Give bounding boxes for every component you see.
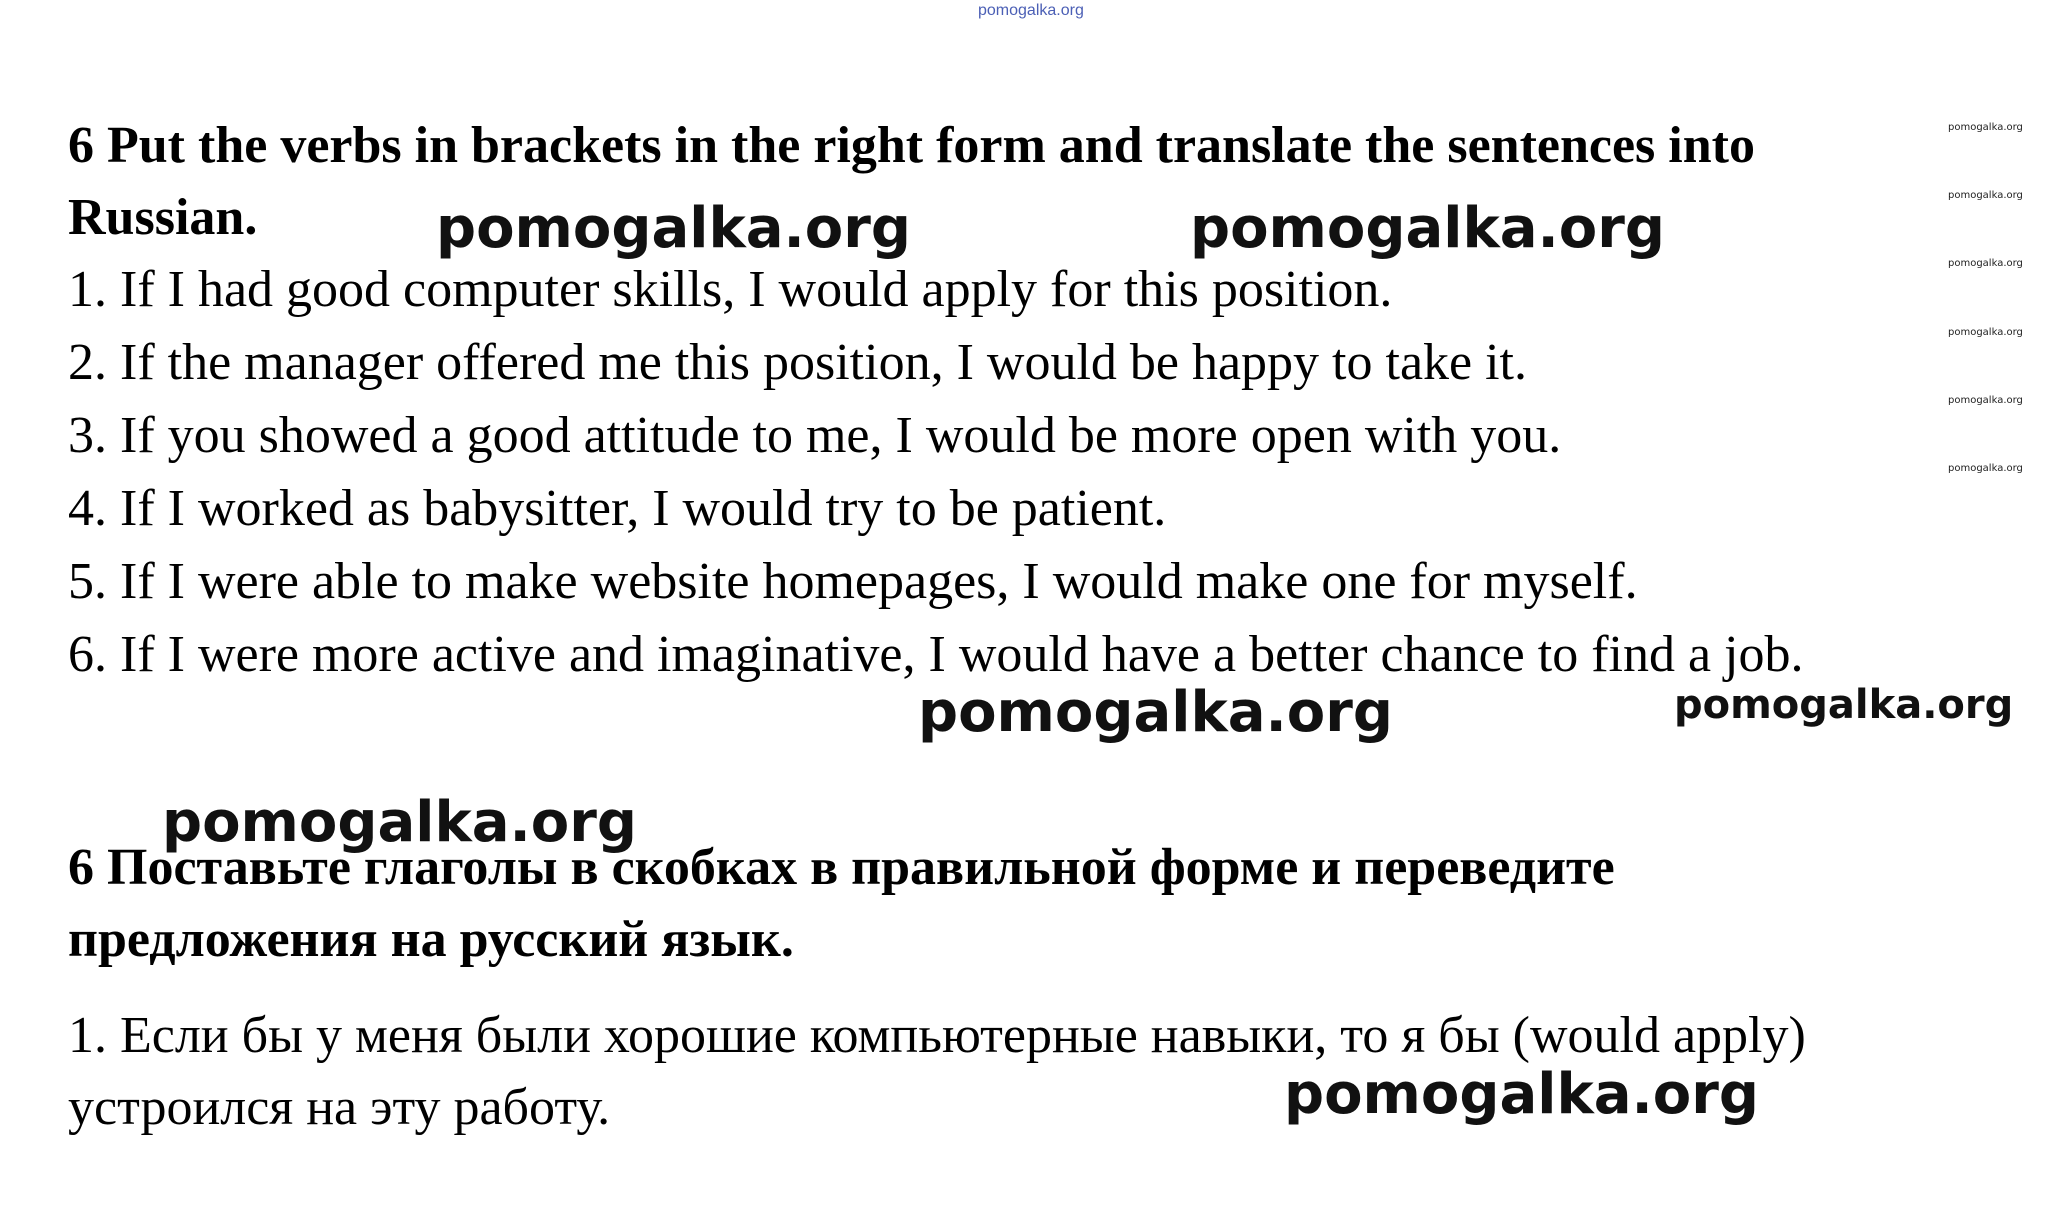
- watermark: pomogalka.org: [918, 680, 1393, 745]
- watermark-small: pomogalka.org: [1948, 395, 2023, 406]
- heading-en-line-1: 6 Put the verbs in brackets in the right form and translate the sentences into: [68, 117, 1755, 174]
- watermark-small: pomogalka.org: [1948, 327, 2023, 338]
- heading-ru-line-1: 6 Поставьте глаголы в скобках в правильной форме и переведите: [68, 839, 1615, 896]
- watermark-small: pomogalka.org: [1948, 122, 2023, 133]
- watermark: pomogalka.org: [1284, 1062, 1759, 1127]
- watermark: pomogalka.org: [436, 196, 911, 261]
- watermark-small: pomogalka.org: [1948, 258, 2023, 269]
- translation-item: 1. Если бы у меня были хорошие компьютерные навыки, то я бы (would apply) устроился на эту работу.: [68, 1007, 1806, 1136]
- watermark: pomogalka.org: [162, 790, 637, 855]
- heading-en-line-2: Russian.: [68, 189, 258, 246]
- watermark: pomogalka.org: [1190, 196, 1665, 261]
- sentence-item: 4. If I worked as babysitter, I would try to be patient.: [68, 480, 1167, 537]
- sentence-item: 2. If the manager offered me this position, I would be happy to take it.: [68, 334, 1527, 391]
- watermark-small: pomogalka.org: [1948, 463, 2023, 474]
- sentence-item: 3. If you showed a good attitude to me, I would be more open with you.: [68, 407, 1562, 464]
- sentence-item: 5. If I were able to make website homepages, I would make one for myself.: [68, 553, 1638, 610]
- sentence-item: 6. If I were more active and imaginative, I would have a better chance to find a job.: [68, 626, 1804, 683]
- watermark-small: pomogalka.org: [1948, 190, 2023, 201]
- site-link[interactable]: pomogalka.org: [978, 2, 1084, 19]
- watermark: pomogalka.org: [1674, 682, 2014, 728]
- sentence-item: 1. If I had good computer skills, I would apply for this position.: [68, 261, 1393, 318]
- heading-ru-line-2: предложения на русский язык.: [68, 911, 794, 968]
